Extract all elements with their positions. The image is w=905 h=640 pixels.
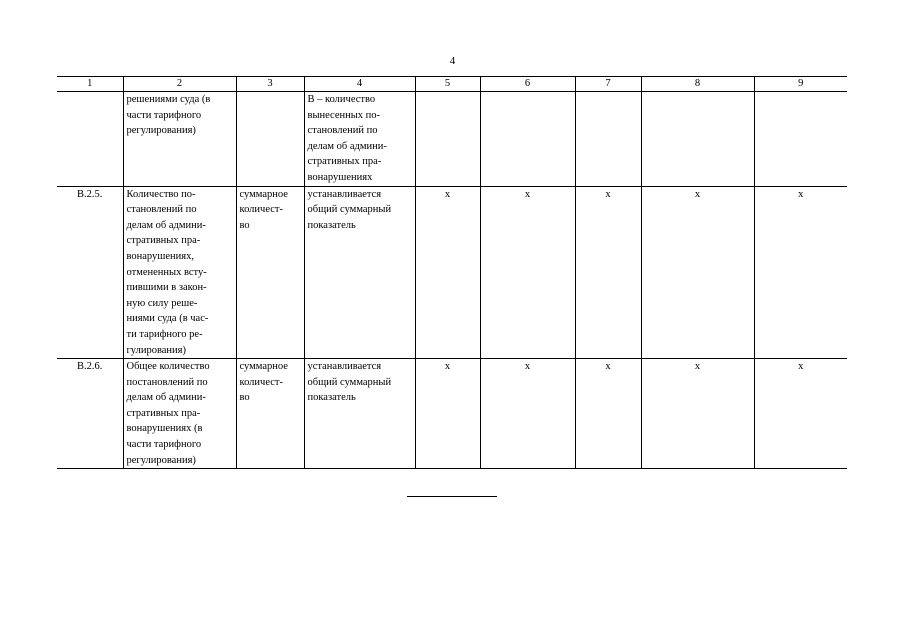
value-cell: х — [641, 359, 754, 469]
calculation-method: устанавливается общий суммарный показатель — [304, 186, 415, 359]
row-code — [57, 92, 123, 187]
column-number: 4 — [304, 77, 415, 92]
value-cell — [754, 92, 847, 187]
unit-of-measure — [236, 92, 304, 187]
indicator-name: Общее количество постановлений по делам об админи- стративных пра- вонарушениях (в части тарифного регулирования) — [123, 359, 236, 469]
value-cell: х — [480, 359, 575, 469]
value-cell: х — [754, 186, 847, 359]
column-number: 1 — [57, 77, 123, 92]
column-number: 8 — [641, 77, 754, 92]
value-cell: х — [575, 186, 641, 359]
value-cell — [415, 92, 480, 187]
column-number: 3 — [236, 77, 304, 92]
indicator-name: Количество по- становлений по делам об админи- стративных пра- вонарушениях, отмененных всту- пившими в закон- ную силу реше- ниями суда (в час- ти тарифного ре- гулирования) — [123, 186, 236, 359]
value-cell — [480, 92, 575, 187]
column-number: 2 — [123, 77, 236, 92]
column-number: 6 — [480, 77, 575, 92]
column-number: 7 — [575, 77, 641, 92]
value-cell: х — [575, 359, 641, 469]
calculation-method: устанавливается общий суммарный показатель — [304, 359, 415, 469]
indicator-table — [57, 76, 847, 469]
value-cell — [641, 92, 754, 187]
value-cell — [575, 92, 641, 187]
page-number: 4 — [449, 55, 456, 67]
value-cell: х — [480, 186, 575, 359]
table-row — [57, 359, 847, 469]
closing-rule — [407, 496, 497, 497]
column-number-row — [57, 77, 847, 92]
column-number: 5 — [415, 77, 480, 92]
table-row — [57, 186, 847, 359]
column-number: 9 — [754, 77, 847, 92]
row-code: В.2.6. — [57, 359, 123, 469]
row-code: В.2.5. — [57, 186, 123, 359]
value-cell: х — [641, 186, 754, 359]
unit-of-measure: суммарное количест- во — [236, 359, 304, 469]
value-cell: х — [415, 186, 480, 359]
calculation-method: В – количество вынесенных по- становлений по делам об админи- стративных пра- вонарушениях — [304, 92, 415, 187]
unit-of-measure: суммарное количест- во — [236, 186, 304, 359]
indicator-name: решениями суда (в части тарифного регулирования) — [123, 92, 236, 187]
value-cell: х — [415, 359, 480, 469]
table-row — [57, 92, 847, 187]
value-cell: х — [754, 359, 847, 469]
